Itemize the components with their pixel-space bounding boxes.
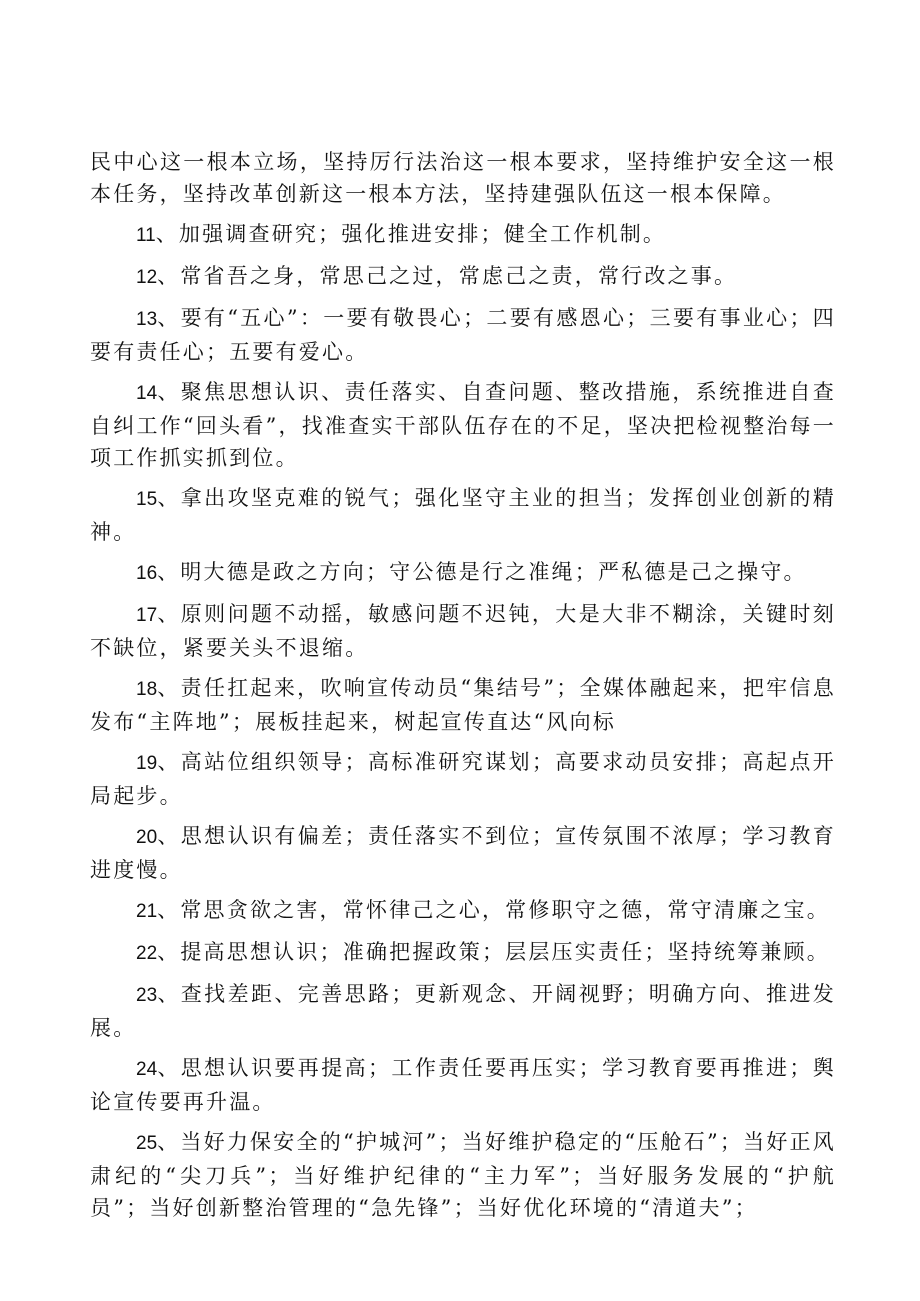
paragraph-text: 民中心这一根本立场，坚持厉行法治这一根本要求，坚持维护安全这一根本任务，坚持改革创新这一根本方法，坚持建强队伍这一根本保障。 bbox=[90, 150, 836, 206]
paragraph-text: 、常省吾之身，常思己之过，常虑己之责，常行改之事。 bbox=[157, 264, 738, 288]
paragraph-18 bbox=[90, 672, 836, 738]
item-number: 17 bbox=[136, 605, 158, 626]
paragraph-21 bbox=[90, 894, 836, 928]
paragraph-text: 、查找差距、完善思路；更新观念、开阔视野；明确方向、推进发展。 bbox=[90, 982, 836, 1040]
paragraph-text: 、明大德是政之方向；守公德是行之准绳；严私德是己之操守。 bbox=[157, 560, 807, 584]
paragraph-22 bbox=[90, 936, 836, 970]
paragraph-text: 、高站位组织领导；高标准研究谋划；高要求动员安排；高起点开局起步。 bbox=[90, 750, 836, 808]
paragraph-text: 、聚焦思想认识、责任落实、自查问题、整改措施，系统推进自查自纠工作“回头看”，找准查实干部队伍存在的不足，坚决把检视整治每一项工作抓实抓到位。 bbox=[90, 380, 836, 470]
item-number: 19 bbox=[136, 753, 158, 774]
paragraph-19 bbox=[90, 746, 836, 812]
paragraph-text: 、拿出攻坚克难的锐气；强化坚守主业的担当；发挥创业创新的精神。 bbox=[90, 486, 836, 544]
item-number: 13 bbox=[136, 309, 158, 330]
item-number: 11 bbox=[136, 225, 156, 246]
paragraph-text: 、思想认识要再提高；工作责任要再压实；学习教育要再推进；舆论宣传要再升温。 bbox=[90, 1056, 836, 1114]
document-page bbox=[90, 146, 836, 1232]
item-number: 23 bbox=[136, 985, 158, 1006]
paragraph-14 bbox=[90, 376, 836, 474]
item-number: 15 bbox=[136, 489, 158, 510]
paragraph-23 bbox=[90, 978, 836, 1044]
paragraph-15 bbox=[90, 482, 836, 548]
item-number: 12 bbox=[136, 267, 158, 288]
paragraph-text: 、常思贪欲之害，常怀律己之心，常修职守之德，常守清廉之宝。 bbox=[157, 898, 830, 922]
item-number: 22 bbox=[136, 943, 158, 964]
item-number: 14 bbox=[136, 383, 158, 404]
paragraph-text: 、思想认识有偏差；责任落实不到位；宣传氛围不浓厚；学习教育进度慢。 bbox=[90, 824, 836, 882]
paragraph-11 bbox=[90, 218, 836, 252]
paragraph-text: 、提高思想认识；准确把握政策；层层压实责任；坚持统筹兼顾。 bbox=[157, 940, 830, 964]
paragraph-text: 、责任扛起来，吹响宣传动员“集结号”；全媒体融起来，把牢信息发布“主阵地”；展板挂起来，树起宣传直达“风向标 bbox=[90, 676, 836, 734]
paragraph-12 bbox=[90, 260, 836, 294]
paragraph-16 bbox=[90, 556, 836, 590]
item-number: 25 bbox=[136, 1133, 158, 1154]
paragraph-17 bbox=[90, 598, 836, 664]
paragraph-text: 、原则问题不动摇，敏感问题不迟钝，大是大非不糊涂，关键时刻不缺位，紧要关头不退缩。 bbox=[90, 602, 836, 660]
paragraph-continuation bbox=[90, 146, 836, 210]
item-number: 16 bbox=[136, 563, 158, 584]
paragraph-20 bbox=[90, 820, 836, 886]
paragraph-24 bbox=[90, 1052, 836, 1118]
paragraph-13 bbox=[90, 302, 836, 368]
item-number: 24 bbox=[136, 1059, 158, 1080]
paragraph-text: 、当好力保安全的“护城河”；当好维护稳定的“压舱石”；当好正风肃纪的“尖刀兵”；当好维护纪律的“主力军”；当好服务发展的“护航员”；当好创新整治管理的“急先锋”；当好优化环境的“清道夫”； bbox=[90, 1130, 836, 1220]
paragraph-text: 、要有“五心”：一要有敬畏心；二要有感恩心；三要有事业心；四要有责任心；五要有爱心。 bbox=[90, 306, 836, 364]
item-number: 20 bbox=[136, 827, 158, 848]
item-number: 21 bbox=[136, 901, 158, 922]
paragraph-text: 、加强调查研究；强化推进安排；健全工作机制。 bbox=[155, 222, 667, 246]
item-number: 18 bbox=[136, 679, 158, 700]
paragraph-25 bbox=[90, 1126, 836, 1224]
